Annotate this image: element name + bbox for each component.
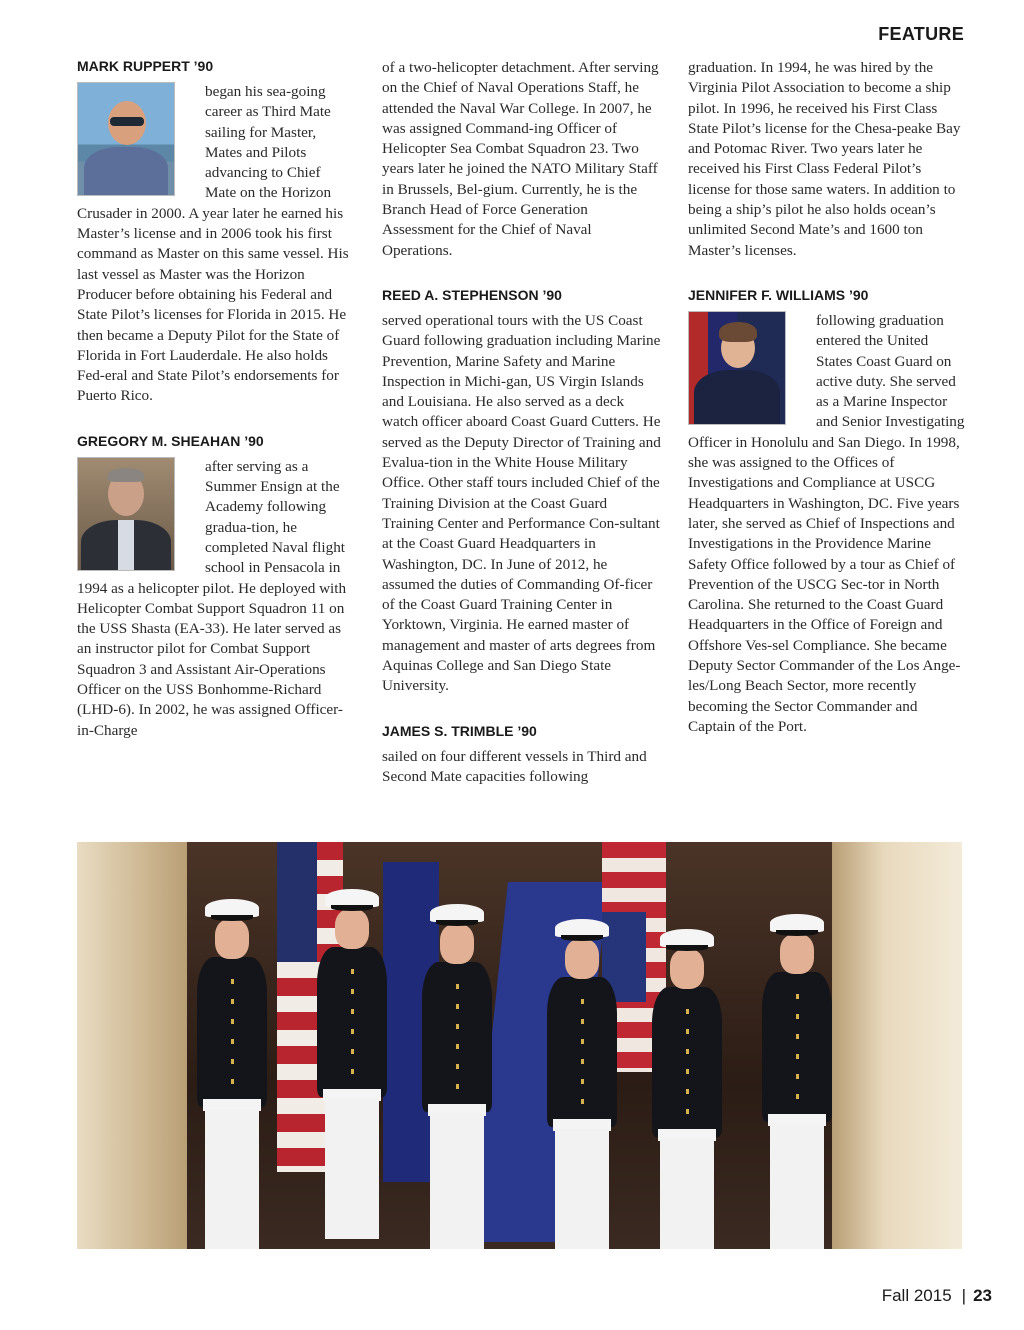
- cadet-6: [762, 914, 832, 1249]
- portrait-sheahan: [77, 457, 175, 571]
- bio-text-williams: following graduation entered the United States Coast Guard on active duty. She served as a Marine Inspector and Senior Investigating Officer in Honolulu and San Diego. In 1998, she was assigned to the Offices of Investigations and Compliance at USCG Headquarters in Washington, DC. Five years later, she served as Chief of Inspections and Investigations in the Providence Marine Safety Office followed by a tour as Chief of Prevention of the USCG Sec-tor in North Carolina. She returned to the Coast Guard Headquarters in the Office of Foreign and Offshore Ves-sel Compliance. She became Deputy Sector Commander of the Los Ange-les/Long Beach Sector, more recently becoming the Sector Commander and Captain of the Port.: [688, 311, 965, 735]
- cadet-1: [197, 899, 267, 1249]
- cadet-4: [547, 919, 617, 1249]
- bio-trimble-continued: [688, 58, 966, 261]
- page-footer: [882, 1286, 992, 1306]
- cadet-2: [317, 889, 387, 1249]
- bio-text-stephenson: served operational tours with the US Coast Guard following graduation including Marine Prevention, Marine Safety and Marine Inspection in Michi-gan, US Virgin Islands and Louisiana. He also served as a deck watch officer aboard Coast Guard Cutters. He served as the Deputy Director of Training and Evalua-tion in the White House Military Office. Other staff tours included Chief of the Training Division at the Coast Guard Training Center and Performance Con-sultant at the Coast Guard Headquarters in Washington, DC. In June of 2012, he assumed the duties of Commanding Of-ficer of the Coast Guard Training Center in Yorktown, Virginia. He earned master of management and master of arts degrees from Aquinas College and San Diego State University.: [382, 311, 661, 695]
- bio-text-trimble-continued: graduation. In 1994, he was hired by the Virginia Pilot Association to become a ship pilot. In 1996, he received his First Class State Pilot’s license for the Chesa-peake Bay and Potomac River. Two years later he received his First Class Federal Pilot’s license for those same waters. In addition to being a ship’s pilot he also holds ocean’s unlimited Second Mate’s and 1600 ton Master’s licenses.: [688, 59, 961, 259]
- bio-name-stephenson: REED A. STEPHENSON ’90: [382, 286, 562, 303]
- section-label: FEATURE: [878, 24, 964, 44]
- column-3: [688, 58, 966, 763]
- footer-separator: |: [961, 1286, 967, 1305]
- bio-text-trimble: sailed on four different vessels in Third and Second Mate capacities following: [382, 747, 647, 785]
- bio-ruppert: [77, 58, 353, 407]
- bio-stephenson: [382, 287, 662, 697]
- issue-label: Fall 2015: [881, 1286, 952, 1305]
- bio-williams: [688, 287, 966, 737]
- bio-trimble: [382, 723, 662, 788]
- color-guard-photo: [77, 842, 962, 1249]
- curtain-right: [832, 842, 962, 1249]
- page-number: 23: [973, 1286, 992, 1305]
- bio-sheahan: [77, 433, 353, 741]
- bio-name-sheahan: GREGORY M. SHEAHAN ’90: [77, 432, 264, 449]
- bio-name-ruppert: MARK RUPPERT ’90: [77, 58, 214, 74]
- portrait-williams: [688, 311, 786, 425]
- bio-sheahan-continued: [382, 58, 662, 261]
- cadet-3: [422, 904, 492, 1249]
- column-1: [77, 58, 353, 767]
- bio-text-sheahan: after serving as a Summer Ensign at the Academy following gradua-tion, he completed Naval flight school in Pensacola in 1994 as a helicopter pilot. He deployed with Helicopter Combat Support Squadron 11 on the USS Shasta (EA-33). He later served as an instructor pilot for Combat Support Squadron 3 and Assistant Air-Operations Officer on the USS Bonhomme-Richard (LHD-6). In 2002, he was assigned Officer-in-Charge: [77, 457, 347, 739]
- column-2: [382, 58, 662, 813]
- curtain-left: [77, 842, 187, 1249]
- bio-name-williams: JENNIFER F. WILLIAMS ’90: [688, 286, 869, 303]
- portrait-ruppert: [77, 82, 175, 196]
- bio-text-ruppert: began his sea-going career as Third Mate sailing for Master, Mates and Pilots advancing to Chief Mate on the Horizon Crusader in 2000. A year later he earned his Master’s license and in 2006 took his first command as Master on this same vessel. His last vessel as Master was the Horizon Producer before obtaining his Federal and State Pilot’s licenses for Florida in 2015. He then became a Deputy Pilot for the State of Florida in Fort Lauderdale. He also holds Fed-eral and State Pilot’s endorsements for Puerto Rico.: [77, 83, 349, 405]
- bio-name-trimble: JAMES S. TRIMBLE ’90: [382, 722, 537, 739]
- bio-text-sheahan-continued: of a two-helicopter detachment. After serving on the Chief of Naval Operations Staff, he attended the Naval War College. In 2007, he was assigned Command-ing Officer of Helicopter Sea Combat Squadron 23. Two years later he joined the NATO Military Staff in Brussels, Bel-gium. Currently, he is the Branch Head of Force Generation Assessment for the Chief of Naval Operations.: [382, 59, 659, 259]
- cadet-5: [652, 929, 722, 1249]
